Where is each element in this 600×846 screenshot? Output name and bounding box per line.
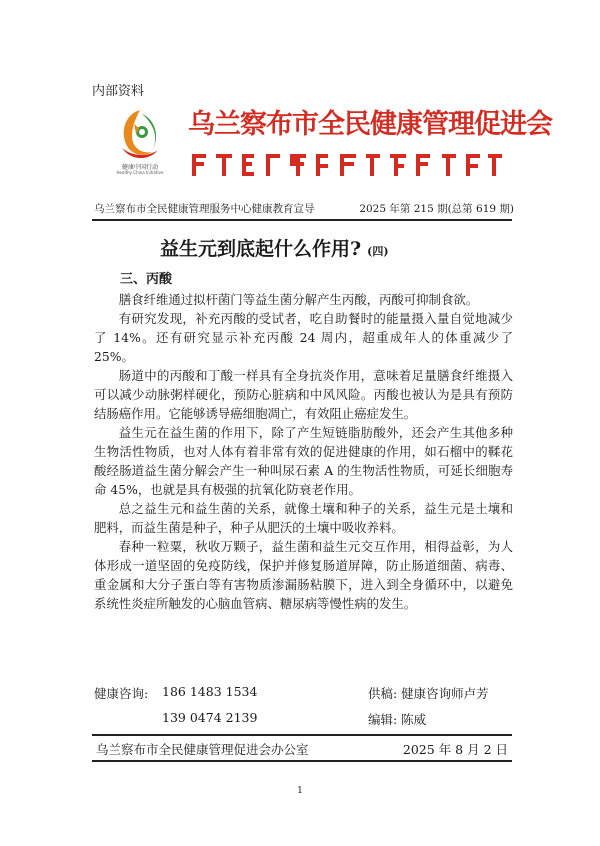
consult-phone-2: 139 0474 2139	[162, 710, 258, 725]
internal-label: 内部资料	[92, 84, 145, 99]
header-rule	[92, 219, 512, 221]
section-heading: 三、丙酸	[120, 272, 173, 287]
mongolian-script-decoration	[186, 150, 506, 180]
supplier-credit: 供稿: 健康咨询师卢芳	[368, 686, 489, 701]
footer-rule-bottom	[92, 760, 512, 762]
paragraph: 膳食纤维通过拟杆菌门等益生菌分解产生丙酸，丙酸可抑制食欲。	[118, 292, 479, 307]
consult-label: 健康咨询:	[94, 686, 149, 701]
paragraph: 春种一粒粟，秋收万颗子，益生菌和益生元交互作用，相得益彰，为人体形成一道坚固的免疫防线，保护并修复肠道屏障，防止肠道细菌、病毒、重金属和大分子蛋白等有害物质渗漏肠粘膜下，进入到全身循环中，以避免系统性炎症所触发的心脑血管病、糖尿病等慢性病的发生。	[94, 539, 513, 611]
editor-credit: 编辑: 陈威	[368, 712, 427, 727]
issue-header-org: 乌兰察布市全民健康管理服务中心健康教育宣导	[94, 203, 315, 215]
page-number: 1	[297, 786, 303, 796]
paragraph: 总之益生元和益生菌的关系，就像土壤和种子的关系，益生元是土壤和肥料，而益生菌是种子，种子从肥沃的土壤中吸收养料。	[94, 501, 513, 535]
article-part-number: (四)	[367, 245, 389, 258]
logo-caption-en: Healthy China Initiative	[116, 170, 164, 175]
issue-number: 2025 年第 215 期(总第 619 期)	[359, 203, 514, 215]
paragraph: 有研究发现，补充丙酸的受试者，吃自助餐时的能量摄入量自觉地减少了 14%。还有研究显示补充丙酸 24 周内，超重成年人的体重减少了 25%。	[94, 311, 513, 364]
footer	[92, 740, 512, 758]
article-title-text: 益生元到底起什么作用?	[160, 238, 362, 260]
logo-caption: 健康中国行动	[121, 164, 158, 171]
article-title	[160, 234, 389, 261]
footer-rule-top	[92, 734, 512, 736]
paragraph: 益生元在益生菌的作用下，除了产生短链脂肪酸外，还会产生其他多种生物活性物质，也对人体有着非常有效的促进健康的作用，如石榴中的鞣花酸经肠道益生菌分解会产生一种叫尿石素 A 的生物活性物质，可延长细胞寿命 45%，也就是具有极强的抗氧化防衰老作用。	[94, 425, 513, 497]
footer-date: 2025 年 8 月 2 日	[402, 742, 508, 757]
article-body	[94, 290, 513, 613]
issue-header	[94, 201, 514, 216]
org-title: 乌兰察布市全民健康管理促进会	[188, 109, 552, 140]
footer-office: 乌兰察布市全民健康管理促进会办公室	[96, 742, 309, 757]
paragraph: 肠道中的丙酸和丁酸一样具有全身抗炎作用，意味着足量膳食纤维摄入可以减少动脉粥样硬化，预防心脏病和中风风险。丙酸也被认为是具有预防结肠癌作用。它能够诱导癌细胞凋亡，有效阻止癌症发生。	[94, 368, 513, 421]
consult-phone-1: 186 1483 1534	[162, 684, 258, 699]
